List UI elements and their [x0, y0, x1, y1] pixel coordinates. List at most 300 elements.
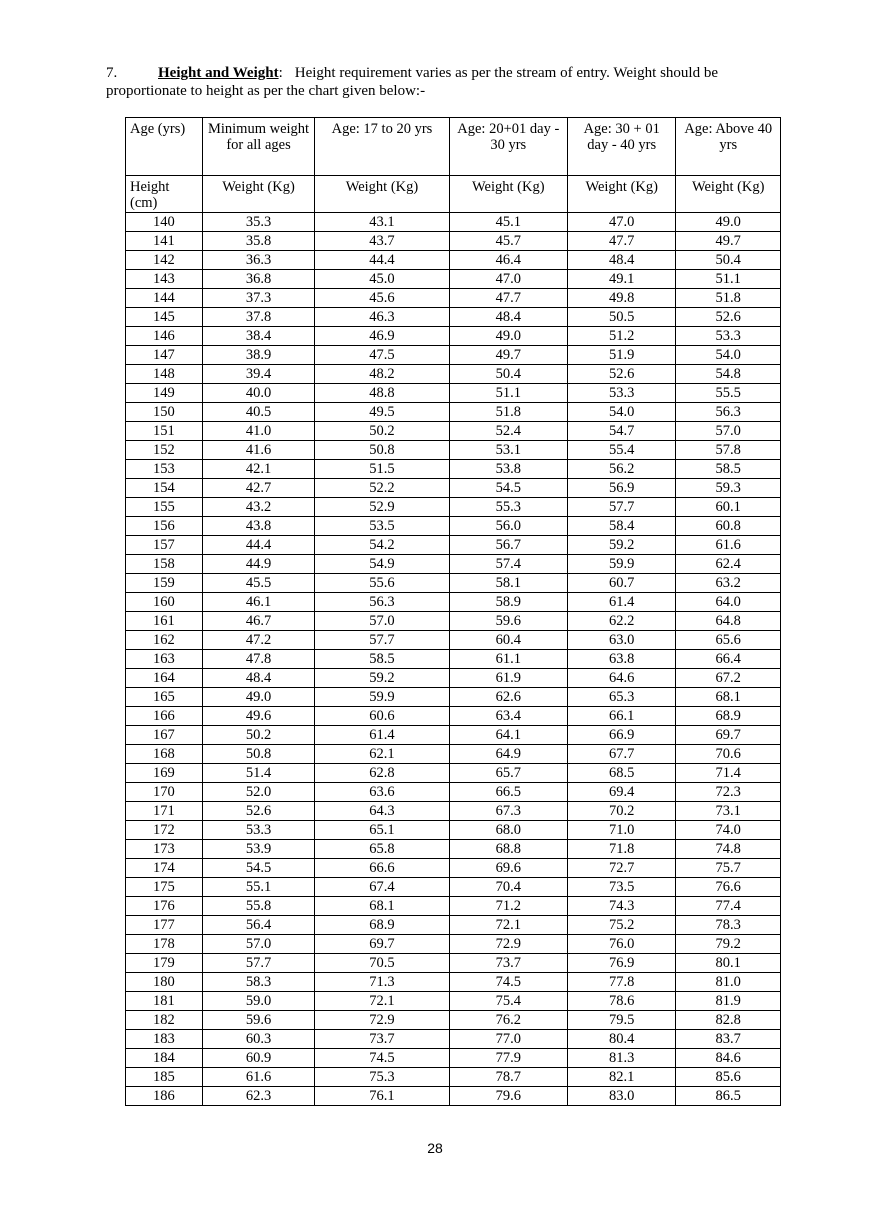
weight-cell: 77.4 [676, 897, 781, 916]
weight-cell: 66.5 [449, 783, 567, 802]
weight-cell: 71.4 [676, 764, 781, 783]
weight-cell: 62.3 [202, 1087, 315, 1106]
weight-cell: 50.8 [315, 441, 449, 460]
weight-cell: 68.8 [449, 840, 567, 859]
weight-cell: 51.1 [676, 270, 781, 289]
height-cell: 181 [126, 992, 203, 1011]
weight-cell: 37.8 [202, 308, 315, 327]
table-row [126, 422, 781, 441]
weight-cell: 51.8 [676, 289, 781, 308]
subheader-cell: Weight (Kg) [315, 176, 449, 213]
height-cell: 168 [126, 745, 203, 764]
height-cell: 176 [126, 897, 203, 916]
weight-cell: 67.7 [567, 745, 675, 764]
weight-cell: 48.2 [315, 365, 449, 384]
weight-cell: 68.9 [315, 916, 449, 935]
table-row [126, 669, 781, 688]
table-row [126, 536, 781, 555]
weight-cell: 45.5 [202, 574, 315, 593]
weight-cell: 40.5 [202, 403, 315, 422]
table-row [126, 783, 781, 802]
weight-cell: 54.8 [676, 365, 781, 384]
weight-cell: 54.2 [315, 536, 449, 555]
height-cell: 182 [126, 1011, 203, 1030]
weight-cell: 59.9 [315, 688, 449, 707]
weight-cell: 61.4 [567, 593, 675, 612]
weight-cell: 49.6 [202, 707, 315, 726]
weight-cell: 43.1 [315, 213, 449, 232]
weight-cell: 61.6 [202, 1068, 315, 1087]
weight-cell: 43.7 [315, 232, 449, 251]
table-body [126, 213, 781, 1106]
height-cell: 154 [126, 479, 203, 498]
page-number: 28 [427, 1140, 443, 1156]
weight-cell: 51.8 [449, 403, 567, 422]
height-cell: 148 [126, 365, 203, 384]
weight-cell: 75.4 [449, 992, 567, 1011]
weight-cell: 53.5 [315, 517, 449, 536]
weight-cell: 71.8 [567, 840, 675, 859]
weight-cell: 81.0 [676, 973, 781, 992]
weight-cell: 51.2 [567, 327, 675, 346]
height-cell: 174 [126, 859, 203, 878]
height-cell: 152 [126, 441, 203, 460]
header-cell: Age: Above 40 yrs [676, 118, 781, 176]
subheader-cell: Height (cm) [126, 176, 203, 213]
weight-cell: 35.8 [202, 232, 315, 251]
height-cell: 146 [126, 327, 203, 346]
weight-cell: 71.0 [567, 821, 675, 840]
weight-cell: 80.4 [567, 1030, 675, 1049]
weight-cell: 58.3 [202, 973, 315, 992]
weight-cell: 60.1 [676, 498, 781, 517]
weight-cell: 75.3 [315, 1068, 449, 1087]
weight-cell: 39.4 [202, 365, 315, 384]
weight-cell: 73.1 [676, 802, 781, 821]
weight-cell: 54.7 [567, 422, 675, 441]
table-row [126, 688, 781, 707]
weight-cell: 47.7 [567, 232, 675, 251]
weight-cell: 58.1 [449, 574, 567, 593]
height-cell: 145 [126, 308, 203, 327]
table-row [126, 707, 781, 726]
weight-cell: 50.2 [315, 422, 449, 441]
weight-cell: 76.2 [449, 1011, 567, 1030]
weight-cell: 58.4 [567, 517, 675, 536]
weight-cell: 46.4 [449, 251, 567, 270]
weight-cell: 68.5 [567, 764, 675, 783]
weight-cell: 49.0 [676, 213, 781, 232]
weight-cell: 52.6 [567, 365, 675, 384]
weight-cell: 71.3 [315, 973, 449, 992]
weight-cell: 37.3 [202, 289, 315, 308]
weight-cell: 61.1 [449, 650, 567, 669]
weight-cell: 44.9 [202, 555, 315, 574]
table-row [126, 954, 781, 973]
weight-cell: 81.9 [676, 992, 781, 1011]
weight-cell: 48.4 [449, 308, 567, 327]
weight-cell: 75.7 [676, 859, 781, 878]
weight-cell: 50.4 [449, 365, 567, 384]
weight-cell: 45.6 [315, 289, 449, 308]
weight-cell: 62.6 [449, 688, 567, 707]
height-cell: 186 [126, 1087, 203, 1106]
height-cell: 177 [126, 916, 203, 935]
weight-cell: 46.9 [315, 327, 449, 346]
weight-cell: 58.5 [676, 460, 781, 479]
weight-cell: 79.6 [449, 1087, 567, 1106]
weight-cell: 46.7 [202, 612, 315, 631]
height-cell: 153 [126, 460, 203, 479]
weight-cell: 57.0 [315, 612, 449, 631]
weight-cell: 75.2 [567, 916, 675, 935]
weight-cell: 58.5 [315, 650, 449, 669]
weight-cell: 64.1 [449, 726, 567, 745]
height-cell: 166 [126, 707, 203, 726]
weight-cell: 61.4 [315, 726, 449, 745]
weight-cell: 76.6 [676, 878, 781, 897]
weight-cell: 79.2 [676, 935, 781, 954]
table-row [126, 498, 781, 517]
weight-cell: 59.9 [567, 555, 675, 574]
table-subheader-row [126, 176, 781, 213]
header-cell: Age: 20+01 day - 30 yrs [449, 118, 567, 176]
weight-cell: 66.6 [315, 859, 449, 878]
weight-cell: 67.4 [315, 878, 449, 897]
weight-cell: 43.2 [202, 498, 315, 517]
weight-cell: 64.6 [567, 669, 675, 688]
height-cell: 172 [126, 821, 203, 840]
weight-cell: 73.7 [449, 954, 567, 973]
weight-cell: 71.2 [449, 897, 567, 916]
weight-cell: 57.7 [567, 498, 675, 517]
subheader-cell: Weight (Kg) [202, 176, 315, 213]
weight-cell: 55.5 [676, 384, 781, 403]
weight-cell: 41.6 [202, 441, 315, 460]
table-row [126, 897, 781, 916]
weight-cell: 54.0 [567, 403, 675, 422]
weight-cell: 51.5 [315, 460, 449, 479]
weight-cell: 59.6 [202, 1011, 315, 1030]
weight-cell: 59.3 [676, 479, 781, 498]
weight-cell: 53.3 [676, 327, 781, 346]
weight-cell: 76.1 [315, 1087, 449, 1106]
weight-cell: 68.9 [676, 707, 781, 726]
weight-cell: 78.6 [567, 992, 675, 1011]
table-row [126, 612, 781, 631]
weight-cell: 49.5 [315, 403, 449, 422]
weight-cell: 74.8 [676, 840, 781, 859]
weight-cell: 62.8 [315, 764, 449, 783]
height-cell: 157 [126, 536, 203, 555]
weight-cell: 64.9 [449, 745, 567, 764]
weight-cell: 51.1 [449, 384, 567, 403]
weight-cell: 53.3 [567, 384, 675, 403]
section-text: Height requirement varies as per the stream of entry. Weight should be proportionate to height as per the chart given below:- [106, 65, 719, 99]
weight-cell: 49.7 [676, 232, 781, 251]
height-cell: 162 [126, 631, 203, 650]
weight-cell: 61.9 [449, 669, 567, 688]
weight-cell: 82.8 [676, 1011, 781, 1030]
weight-cell: 49.7 [449, 346, 567, 365]
weight-cell: 69.4 [567, 783, 675, 802]
height-cell: 171 [126, 802, 203, 821]
table-row [126, 935, 781, 954]
table-row [126, 384, 781, 403]
weight-cell: 53.9 [202, 840, 315, 859]
weight-cell: 53.8 [449, 460, 567, 479]
weight-cell: 53.3 [202, 821, 315, 840]
weight-cell: 68.1 [676, 688, 781, 707]
weight-cell: 72.3 [676, 783, 781, 802]
weight-cell: 73.7 [315, 1030, 449, 1049]
weight-cell: 85.6 [676, 1068, 781, 1087]
weight-cell: 61.6 [676, 536, 781, 555]
weight-cell: 58.9 [449, 593, 567, 612]
height-cell: 170 [126, 783, 203, 802]
weight-cell: 66.1 [567, 707, 675, 726]
weight-cell: 57.0 [676, 422, 781, 441]
weight-cell: 49.1 [567, 270, 675, 289]
weight-cell: 52.6 [202, 802, 315, 821]
weight-cell: 83.7 [676, 1030, 781, 1049]
weight-cell: 47.0 [449, 270, 567, 289]
weight-cell: 72.9 [315, 1011, 449, 1030]
weight-cell: 50.4 [676, 251, 781, 270]
weight-cell: 84.6 [676, 1049, 781, 1068]
header-cell: Minimum weight for all ages [202, 118, 315, 176]
height-weight-table [125, 117, 781, 1106]
weight-cell: 50.2 [202, 726, 315, 745]
weight-cell: 68.1 [315, 897, 449, 916]
section-heading: Height and Weight [158, 65, 279, 81]
weight-cell: 35.3 [202, 213, 315, 232]
table-row [126, 764, 781, 783]
weight-cell: 52.4 [449, 422, 567, 441]
weight-cell: 65.8 [315, 840, 449, 859]
weight-cell: 47.0 [567, 213, 675, 232]
weight-cell: 76.0 [567, 935, 675, 954]
weight-cell: 46.3 [315, 308, 449, 327]
weight-cell: 78.7 [449, 1068, 567, 1087]
height-cell: 147 [126, 346, 203, 365]
subheader-cell: Weight (Kg) [449, 176, 567, 213]
weight-cell: 62.4 [676, 555, 781, 574]
weight-cell: 78.3 [676, 916, 781, 935]
table-row [126, 802, 781, 821]
weight-cell: 60.7 [567, 574, 675, 593]
table-row [126, 403, 781, 422]
weight-cell: 41.0 [202, 422, 315, 441]
weight-cell: 54.5 [202, 859, 315, 878]
weight-cell: 45.7 [449, 232, 567, 251]
height-cell: 155 [126, 498, 203, 517]
weight-cell: 59.2 [567, 536, 675, 555]
table-row [126, 745, 781, 764]
weight-cell: 57.4 [449, 555, 567, 574]
weight-cell: 52.0 [202, 783, 315, 802]
height-cell: 165 [126, 688, 203, 707]
weight-cell: 80.1 [676, 954, 781, 973]
weight-cell: 64.0 [676, 593, 781, 612]
weight-cell: 52.2 [315, 479, 449, 498]
table-row [126, 479, 781, 498]
table-row [126, 1011, 781, 1030]
height-cell: 178 [126, 935, 203, 954]
table-row [126, 441, 781, 460]
height-cell: 140 [126, 213, 203, 232]
height-cell: 156 [126, 517, 203, 536]
height-cell: 164 [126, 669, 203, 688]
weight-cell: 74.3 [567, 897, 675, 916]
table-row [126, 631, 781, 650]
weight-cell: 46.1 [202, 593, 315, 612]
weight-cell: 54.9 [315, 555, 449, 574]
weight-cell: 51.9 [567, 346, 675, 365]
table-header-row [126, 118, 781, 176]
weight-cell: 65.1 [315, 821, 449, 840]
weight-cell: 44.4 [202, 536, 315, 555]
weight-cell: 54.0 [676, 346, 781, 365]
weight-cell: 60.3 [202, 1030, 315, 1049]
weight-cell: 42.1 [202, 460, 315, 479]
subheader-cell: Weight (Kg) [676, 176, 781, 213]
weight-cell: 57.7 [202, 954, 315, 973]
weight-cell: 47.2 [202, 631, 315, 650]
table-row [126, 821, 781, 840]
weight-cell: 63.4 [449, 707, 567, 726]
weight-cell: 64.8 [676, 612, 781, 631]
table-row [126, 460, 781, 479]
section-paragraph [106, 64, 786, 100]
weight-cell: 70.5 [315, 954, 449, 973]
weight-cell: 57.7 [315, 631, 449, 650]
heading-colon: : [278, 65, 283, 81]
weight-cell: 55.4 [567, 441, 675, 460]
weight-cell: 86.5 [676, 1087, 781, 1106]
weight-cell: 70.2 [567, 802, 675, 821]
table-row [126, 650, 781, 669]
weight-cell: 64.3 [315, 802, 449, 821]
weight-cell: 77.0 [449, 1030, 567, 1049]
table-row [126, 517, 781, 536]
weight-cell: 53.1 [449, 441, 567, 460]
weight-cell: 56.7 [449, 536, 567, 555]
weight-cell: 60.6 [315, 707, 449, 726]
weight-cell: 67.2 [676, 669, 781, 688]
table-row [126, 213, 781, 232]
weight-cell: 47.5 [315, 346, 449, 365]
weight-cell: 48.8 [315, 384, 449, 403]
height-cell: 161 [126, 612, 203, 631]
weight-cell: 59.6 [449, 612, 567, 631]
weight-cell: 59.2 [315, 669, 449, 688]
height-cell: 184 [126, 1049, 203, 1068]
table-row [126, 232, 781, 251]
weight-cell: 62.1 [315, 745, 449, 764]
height-cell: 180 [126, 973, 203, 992]
height-cell: 185 [126, 1068, 203, 1087]
weight-cell: 51.4 [202, 764, 315, 783]
weight-cell: 56.2 [567, 460, 675, 479]
height-cell: 158 [126, 555, 203, 574]
table-row [126, 859, 781, 878]
table-row [126, 992, 781, 1011]
weight-cell: 49.8 [567, 289, 675, 308]
table-row [126, 289, 781, 308]
header-cell: Age: 17 to 20 yrs [315, 118, 449, 176]
weight-cell: 82.1 [567, 1068, 675, 1087]
table-row [126, 973, 781, 992]
table-row [126, 1030, 781, 1049]
weight-cell: 66.4 [676, 650, 781, 669]
height-cell: 179 [126, 954, 203, 973]
weight-cell: 43.8 [202, 517, 315, 536]
weight-cell: 72.7 [567, 859, 675, 878]
weight-cell: 79.5 [567, 1011, 675, 1030]
weight-cell: 63.2 [676, 574, 781, 593]
weight-cell: 70.6 [676, 745, 781, 764]
weight-cell: 63.8 [567, 650, 675, 669]
weight-cell: 69.6 [449, 859, 567, 878]
subheader-cell: Weight (Kg) [567, 176, 675, 213]
weight-cell: 77.8 [567, 973, 675, 992]
header-cell: Age: 30 + 01 day - 40 yrs [567, 118, 675, 176]
weight-cell: 83.0 [567, 1087, 675, 1106]
weight-cell: 65.3 [567, 688, 675, 707]
weight-cell: 60.4 [449, 631, 567, 650]
weight-cell: 56.0 [449, 517, 567, 536]
weight-cell: 48.4 [567, 251, 675, 270]
weight-cell: 36.8 [202, 270, 315, 289]
weight-cell: 69.7 [676, 726, 781, 745]
height-cell: 144 [126, 289, 203, 308]
weight-cell: 56.9 [567, 479, 675, 498]
height-cell: 175 [126, 878, 203, 897]
weight-cell: 66.9 [567, 726, 675, 745]
table-row [126, 878, 781, 897]
height-cell: 183 [126, 1030, 203, 1049]
weight-cell: 74.0 [676, 821, 781, 840]
table-row [126, 327, 781, 346]
weight-cell: 55.3 [449, 498, 567, 517]
weight-cell: 56.3 [315, 593, 449, 612]
table-row [126, 574, 781, 593]
weight-cell: 68.0 [449, 821, 567, 840]
height-cell: 143 [126, 270, 203, 289]
weight-cell: 57.8 [676, 441, 781, 460]
weight-cell: 63.6 [315, 783, 449, 802]
section-number: 7. [106, 65, 118, 81]
table-row [126, 1087, 781, 1106]
weight-cell: 69.7 [315, 935, 449, 954]
height-cell: 173 [126, 840, 203, 859]
height-cell: 151 [126, 422, 203, 441]
table-row [126, 593, 781, 612]
weight-cell: 74.5 [449, 973, 567, 992]
height-cell: 169 [126, 764, 203, 783]
weight-cell: 52.6 [676, 308, 781, 327]
weight-cell: 47.7 [449, 289, 567, 308]
table-row [126, 346, 781, 365]
weight-cell: 55.6 [315, 574, 449, 593]
weight-cell: 72.1 [449, 916, 567, 935]
weight-cell: 57.0 [202, 935, 315, 954]
height-cell: 159 [126, 574, 203, 593]
weight-cell: 47.8 [202, 650, 315, 669]
weight-cell: 55.8 [202, 897, 315, 916]
weight-cell: 44.4 [315, 251, 449, 270]
